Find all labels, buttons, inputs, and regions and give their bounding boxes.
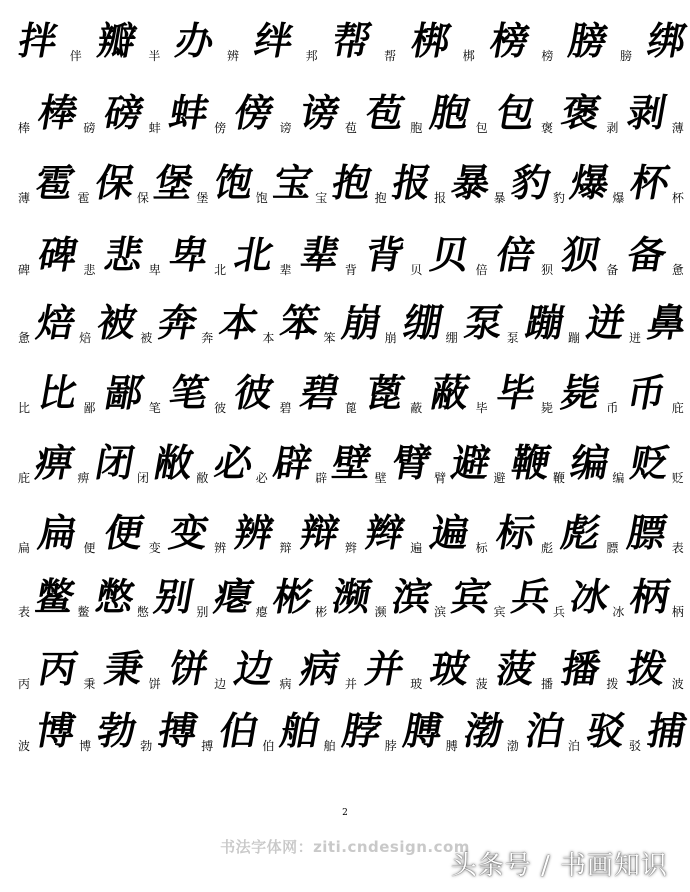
printed-character: 搏	[201, 739, 214, 753]
printed-character: 遍	[410, 541, 423, 555]
cursive-character: 鄙	[100, 370, 146, 415]
cursive-character: 辈	[296, 232, 342, 277]
cursive-character: 豹	[507, 160, 553, 205]
cursive-character: 雹	[32, 160, 78, 205]
printed-character: 菠	[475, 677, 488, 691]
printed-character: 驳	[628, 739, 641, 753]
printed-character: 鞭	[552, 471, 565, 485]
printed-character: 波	[671, 677, 684, 691]
cursive-character: 包	[492, 90, 538, 135]
printed-character: 播	[541, 677, 554, 691]
cursive-character: 谤	[296, 90, 342, 135]
cursive-character: 膀	[565, 18, 611, 63]
printed-character: 编	[612, 471, 625, 485]
printed-character: 币	[606, 401, 619, 415]
cursive-character: 秉	[100, 646, 146, 691]
cursive-character: 背	[362, 232, 408, 277]
cursive-character: 褒	[558, 90, 604, 135]
printed-character: 必	[255, 471, 268, 485]
cursive-character: 搏	[155, 708, 201, 753]
printed-character: 笔	[148, 401, 161, 415]
cursive-character: 边	[231, 646, 277, 691]
printed-character: 别	[196, 605, 209, 619]
cursive-character: 苞	[362, 90, 408, 135]
printed-character: 邦	[305, 49, 318, 63]
printed-character: 苞	[344, 121, 357, 135]
cursive-character: 贬	[626, 440, 672, 485]
character-row	[18, 562, 684, 626]
cursive-character: 脖	[338, 708, 384, 753]
printed-character: 剥	[606, 121, 619, 135]
cursive-character: 迸	[582, 300, 628, 345]
cursive-character: 伯	[216, 708, 262, 753]
cursive-character: 榜	[486, 18, 532, 63]
cursive-character: 饼	[165, 646, 211, 691]
printed-character: 辨	[214, 541, 227, 555]
cursive-character: 壁	[329, 440, 375, 485]
cursive-character: 彪	[558, 510, 604, 555]
cursive-character: 傍	[231, 90, 277, 135]
printed-character: 辟	[315, 471, 328, 485]
printed-character: 鳖	[77, 605, 90, 619]
source-credit: 书法字体网：ziti.cndesign.com	[220, 838, 470, 856]
printed-character: 便	[83, 541, 96, 555]
printed-character: 背	[344, 263, 357, 277]
printed-character: 敝	[196, 471, 209, 485]
printed-character: 奔	[201, 331, 214, 345]
printed-character: 避	[493, 471, 506, 485]
cursive-character: 宾	[448, 574, 494, 619]
cursive-character: 敝	[151, 440, 197, 485]
printed-character: 谤	[279, 121, 292, 135]
cursive-character: 便	[100, 510, 146, 555]
cursive-character: 爆	[567, 160, 613, 205]
printed-character: 膀	[619, 49, 632, 63]
cursive-character: 滨	[388, 574, 434, 619]
cursive-character: 鳖	[32, 574, 78, 619]
character-row	[18, 696, 689, 760]
cursive-character: 彬	[269, 574, 315, 619]
printed-character: 狈	[541, 263, 554, 277]
printed-character: 表	[671, 541, 684, 555]
printed-character: 病	[279, 677, 292, 691]
cursive-character: 棒	[35, 90, 81, 135]
printed-character: 毙	[541, 401, 554, 415]
cursive-character: 抱	[329, 160, 375, 205]
cursive-character: 绑	[643, 18, 689, 63]
printed-character: 宝	[315, 191, 328, 205]
printed-character: 半	[148, 49, 161, 63]
cursive-character: 北	[231, 232, 277, 277]
printed-character: 泵	[506, 331, 519, 345]
cursive-character: 焙	[33, 300, 78, 345]
printed-character: 本	[262, 331, 275, 345]
printed-character: 勃	[140, 739, 153, 753]
cursive-character: 鞭	[507, 440, 553, 485]
printed-character: 倍	[475, 263, 488, 277]
printed-character: 悲	[83, 263, 96, 277]
printed-character: 棒	[18, 121, 31, 135]
cursive-character: 贝	[427, 232, 473, 277]
printed-character: 辫	[344, 541, 357, 555]
printed-character: 蔽	[410, 401, 423, 415]
printed-character: 惫	[671, 263, 684, 277]
cursive-character: 兵	[507, 574, 553, 619]
cursive-character: 奔	[155, 300, 201, 345]
printed-character: 迸	[628, 331, 641, 345]
printed-character: 泊	[567, 739, 580, 753]
cursive-character: 辟	[269, 440, 315, 485]
character-row	[18, 148, 684, 212]
cursive-character: 编	[567, 440, 613, 485]
printed-character: 豹	[552, 191, 565, 205]
cursive-character: 蓖	[362, 370, 408, 415]
printed-character: 蚌	[148, 121, 161, 135]
character-row	[18, 498, 684, 562]
cursive-character: 磅	[100, 90, 146, 135]
printed-character: 暴	[493, 191, 506, 205]
printed-character: 杯	[671, 191, 684, 205]
printed-character: 庇	[671, 401, 684, 415]
printed-character: 碧	[279, 401, 292, 415]
cursive-character: 饱	[210, 160, 256, 205]
printed-character: 保	[136, 191, 149, 205]
printed-character: 痹	[77, 471, 90, 485]
printed-character: 辨	[226, 49, 239, 63]
cursive-character: 玻	[427, 646, 473, 691]
printed-character: 波	[18, 739, 31, 753]
printed-character: 玻	[410, 677, 423, 691]
character-row	[18, 358, 684, 422]
printed-character: 蹦	[567, 331, 580, 345]
page-number: 2	[342, 808, 348, 818]
printed-character: 帮	[384, 49, 397, 63]
cursive-character: 被	[94, 300, 140, 345]
cursive-character: 舶	[277, 708, 323, 753]
printed-character: 磅	[83, 121, 96, 135]
cursive-character: 勃	[94, 708, 140, 753]
cursive-character: 悲	[100, 232, 146, 277]
printed-character: 鄙	[83, 401, 96, 415]
printed-character: 胞	[410, 121, 423, 135]
cursive-character: 蔽	[427, 370, 473, 415]
printed-character: 饼	[148, 677, 161, 691]
printed-character: 毕	[475, 401, 488, 415]
printed-character: 瘪	[255, 605, 268, 619]
printed-character: 臂	[434, 471, 447, 485]
cursive-character: 柄	[626, 574, 672, 619]
cursive-character: 暴	[448, 160, 494, 205]
printed-character: 宾	[493, 605, 506, 619]
cursive-character: 博	[33, 708, 78, 753]
cursive-character: 遍	[427, 510, 473, 555]
cursive-character: 臂	[388, 440, 434, 485]
cursive-character: 鼻	[643, 300, 689, 345]
printed-character: 贬	[671, 471, 684, 485]
cursive-character: 必	[210, 440, 256, 485]
cursive-character: 堡	[151, 160, 197, 205]
cursive-character: 膊	[399, 708, 445, 753]
cursive-character: 倍	[492, 232, 538, 277]
printed-character: 北	[214, 263, 227, 277]
printed-character: 包	[475, 121, 488, 135]
cursive-character: 菠	[492, 646, 538, 691]
printed-character: 拨	[606, 677, 619, 691]
printed-character: 标	[475, 541, 488, 555]
cursive-character: 本	[216, 300, 262, 345]
cursive-character: 碧	[296, 370, 342, 415]
cursive-character: 绊	[250, 18, 296, 63]
printed-character: 憋	[136, 605, 149, 619]
printed-character: 惫	[18, 331, 31, 345]
cursive-character: 毕	[492, 370, 538, 415]
cursive-character: 病	[296, 646, 342, 691]
printed-character: 变	[148, 541, 161, 555]
cursive-character: 渤	[460, 708, 506, 753]
cursive-character: 膘	[623, 510, 669, 555]
cursive-character: 瘪	[210, 574, 256, 619]
cursive-character: 辫	[362, 510, 408, 555]
cursive-character: 狈	[558, 232, 604, 277]
cursive-character: 拨	[623, 646, 669, 691]
cursive-character: 标	[492, 510, 538, 555]
printed-character: 彼	[214, 401, 227, 415]
printed-character: 扁	[18, 541, 31, 555]
printed-character: 被	[140, 331, 153, 345]
printed-character: 壁	[374, 471, 387, 485]
cursive-character: 杯	[626, 160, 672, 205]
character-row	[18, 288, 689, 352]
printed-character: 卑	[148, 263, 161, 277]
cursive-character: 毙	[558, 370, 604, 415]
printed-character: 滨	[434, 605, 447, 619]
printed-character: 庇	[18, 471, 31, 485]
cursive-character: 拌	[15, 18, 60, 63]
printed-character: 舶	[323, 739, 336, 753]
cursive-character: 捕	[643, 708, 689, 753]
cursive-character: 剥	[623, 90, 669, 135]
cursive-character: 币	[623, 370, 669, 415]
cursive-character: 变	[165, 510, 211, 555]
printed-character: 薄	[18, 191, 31, 205]
cursive-character: 泵	[460, 300, 506, 345]
printed-character: 表	[18, 605, 31, 619]
printed-character: 榜	[541, 49, 554, 63]
cursive-character: 碑	[35, 232, 81, 277]
cursive-character: 胞	[427, 90, 473, 135]
cursive-character: 避	[448, 440, 494, 485]
cursive-character: 辨	[231, 510, 277, 555]
cursive-character: 驳	[582, 708, 628, 753]
printed-character: 碑	[18, 263, 31, 277]
character-row	[15, 6, 689, 70]
printed-character: 绷	[445, 331, 458, 345]
cursive-character: 梆	[407, 18, 453, 63]
cursive-character: 宝	[269, 160, 315, 205]
printed-character: 褒	[541, 121, 554, 135]
printed-character: 报	[434, 191, 447, 205]
printed-character: 并	[344, 677, 357, 691]
printed-character: 脖	[384, 739, 397, 753]
cursive-character: 蹦	[521, 300, 567, 345]
printed-character: 傍	[214, 121, 227, 135]
printed-character: 柄	[671, 605, 684, 619]
cursive-character: 闭	[91, 440, 137, 485]
cursive-character: 丙	[35, 646, 81, 691]
printed-character: 贝	[410, 263, 423, 277]
printed-character: 抱	[374, 191, 387, 205]
printed-character: 备	[606, 263, 619, 277]
cursive-character: 比	[35, 370, 81, 415]
cursive-character: 崩	[338, 300, 384, 345]
cursive-character: 泊	[521, 708, 567, 753]
cursive-character: 绷	[399, 300, 445, 345]
cursive-character: 并	[362, 646, 408, 691]
printed-character: 梆	[462, 49, 475, 63]
printed-character: 崩	[384, 331, 397, 345]
printed-character: 冰	[612, 605, 625, 619]
cursive-character: 别	[151, 574, 197, 619]
cursive-character: 冰	[567, 574, 613, 619]
printed-character: 丙	[18, 677, 31, 691]
printed-character: 辩	[279, 541, 292, 555]
cursive-character: 扁	[35, 510, 81, 555]
watermark: 头条号 / 书画知识	[450, 851, 668, 881]
printed-character: 饱	[255, 191, 268, 205]
character-row	[18, 428, 684, 492]
cursive-character: 备	[623, 232, 669, 277]
cursive-character: 笔	[165, 370, 211, 415]
character-row	[18, 78, 684, 142]
printed-character: 堡	[196, 191, 209, 205]
cursive-character: 辩	[296, 510, 342, 555]
printed-character: 比	[18, 401, 31, 415]
printed-character: 辈	[279, 263, 292, 277]
cursive-character: 笨	[277, 300, 323, 345]
cursive-character: 办	[172, 18, 218, 63]
printed-character: 边	[214, 677, 227, 691]
cursive-character: 瓣	[93, 18, 139, 63]
cursive-character: 彼	[231, 370, 277, 415]
cursive-character: 播	[558, 646, 604, 691]
printed-character: 兵	[552, 605, 565, 619]
printed-character: 博	[79, 739, 92, 753]
cursive-character: 濒	[329, 574, 375, 619]
cursive-character: 报	[388, 160, 434, 205]
printed-character: 彬	[315, 605, 328, 619]
printed-character: 笨	[323, 331, 336, 345]
printed-character: 薄	[671, 121, 684, 135]
printed-character: 彪	[541, 541, 554, 555]
character-row	[18, 220, 684, 284]
printed-character: 雹	[77, 191, 90, 205]
printed-character: 伯	[262, 739, 275, 753]
printed-character: 爆	[612, 191, 625, 205]
cursive-character: 卑	[165, 232, 211, 277]
cursive-character: 蚌	[165, 90, 211, 135]
cursive-character: 帮	[329, 18, 375, 63]
printed-character: 膊	[445, 739, 458, 753]
printed-character: 秉	[83, 677, 96, 691]
cursive-character: 痹	[32, 440, 78, 485]
printed-character: 濒	[374, 605, 387, 619]
printed-character: 焙	[79, 331, 92, 345]
character-row	[18, 634, 684, 698]
printed-character: 渤	[506, 739, 519, 753]
printed-character: 伴	[69, 49, 82, 63]
printed-character: 闭	[136, 471, 149, 485]
cursive-character: 憋	[91, 574, 137, 619]
printed-character: 膘	[606, 541, 619, 555]
printed-character: 蓖	[344, 401, 357, 415]
cursive-character: 保	[91, 160, 137, 205]
